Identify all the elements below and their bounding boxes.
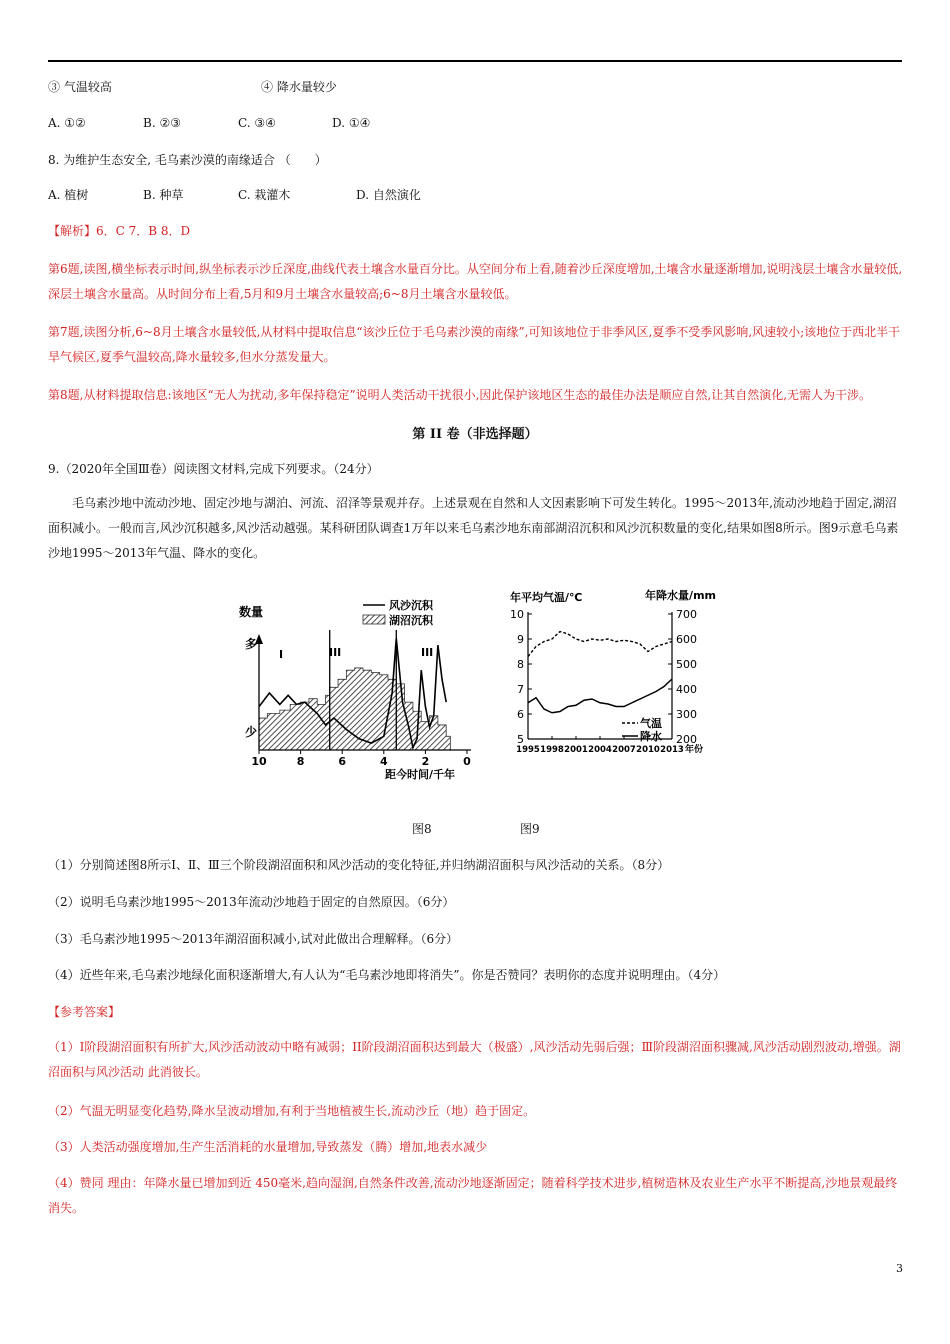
- figure-8-caption: 图8: [412, 822, 432, 836]
- left-tick-label: 10: [510, 608, 524, 621]
- q7-option-a: A. ①②: [48, 116, 86, 130]
- temperature-line: [528, 632, 672, 657]
- legend-wind-label: 风沙沉积: [389, 599, 433, 612]
- analysis-q6: 第6题,读图,横坐标表示时间,纵坐标表示沙丘深度,曲线代表土壤含水量百分比。从空间分布上看,随着沙丘深度增加,土壤含水量逐渐增加,说明浅层土壤含水量较低,深层土壤含水量高。从时间分布上看,5月和9月土壤含水量较高;6~8月土壤含水量较低。: [48, 262, 903, 301]
- right-tick-label: 300: [676, 708, 697, 721]
- stage-label: III: [421, 646, 434, 659]
- analysis-q7: 第7题,读图分析,6~8月土壤含水量较低,从材料中提取信息“该沙丘位于毛乌素沙漠的南缘”,可知该地位于非季风区,夏季不受季风影响,风速较小;该地位于西北半干旱气候区,夏季气温较高,降水量较多,但水分蒸发量大。: [48, 325, 901, 364]
- x-tick-label: 6: [338, 755, 347, 768]
- y-axis-label: 数量: [239, 605, 264, 619]
- legend-lake-label: 湖沼沉积: [389, 614, 433, 627]
- q8-stem: 8. 为维护生态安全, 毛乌素沙漠的南缘适合 （ ）: [48, 153, 327, 167]
- x-tick-label: 8: [296, 755, 305, 768]
- section-title: 第 II 卷（非选择题）: [412, 427, 538, 442]
- y-marker-less: 少: [245, 725, 258, 739]
- left-axis-label: 年平均气温/℃: [510, 591, 583, 604]
- right-tick-label: 400: [676, 683, 697, 696]
- option-item-4: ④ 降水量较少: [261, 80, 337, 94]
- x-tick-label: 10: [251, 755, 267, 768]
- right-tick-label: 200: [676, 733, 697, 746]
- legend-precipitation-label: 降水: [640, 730, 662, 743]
- right-tick-label: 700: [676, 608, 697, 621]
- left-tick-label: 7: [517, 683, 524, 696]
- figure-9-caption: 图9: [520, 822, 540, 836]
- x-tick-label: 0: [463, 755, 471, 768]
- right-tick-label: 600: [676, 633, 697, 646]
- x-tick-label: 2001: [564, 745, 588, 755]
- q9-stem: 9.（2020年全国Ⅲ卷）阅读图文材料,完成下列要求。（24分）: [48, 462, 379, 476]
- answer-3: （3）人类活动强度增加,生产生活消耗的水量增加,导致蒸发（腾）增加,地表水减少: [48, 1140, 488, 1154]
- q8-option-b: B. 种草: [143, 188, 184, 202]
- x-tick-label: 1995: [516, 745, 540, 755]
- x-tick-label: 4: [379, 755, 388, 768]
- q7-option-c: C. ③④: [238, 116, 276, 130]
- x-tick-label: 2007: [612, 745, 636, 755]
- precipitation-line: [528, 679, 672, 713]
- analysis-q8: 第8题,从材料提取信息:该地区“无人为扰动,多年保持稳定”说明人类活动干扰很小,因此保护该地区生态的最佳办法是顺应自然,让其自然演化,无需人为干涉。: [48, 388, 872, 402]
- answer-4: （4）赞同 理由：年降水量已增加到近 450毫米,趋向湿润,自然条件改善,流动沙地逐渐固定；随着科学技术进步,植树造林及农业生产水平不断提高,沙地景观最终消失。: [48, 1176, 898, 1215]
- y-marker-more: 多: [245, 637, 258, 651]
- page-number: 3: [896, 1262, 903, 1275]
- legend-lake-swatch: [363, 615, 385, 624]
- figure-9-chart: [508, 588, 718, 788]
- q7-option-d: D. ①④: [332, 116, 371, 130]
- left-tick-label: 5: [517, 733, 524, 746]
- x-tick-label: 2010: [636, 745, 660, 755]
- x-tick-label: 2013: [660, 745, 684, 755]
- q9-sub4: （4）近些年来,毛乌素沙地绿化面积逐渐增大,有人认为“毛乌素沙地即将消失”。你是否赞同？表明你的态度并说明理由。（4分）: [48, 968, 726, 982]
- q9-sub1: （1）分别简述图8所示Ⅰ、Ⅱ、Ⅲ三个阶段湖沼面积和风沙活动的变化特征,并归纳湖沼面积与风沙活动的关系。（8分）: [48, 858, 670, 872]
- option-item-3: ③ 气温较高: [48, 80, 112, 94]
- answer-2: （2）气温无明显变化趋势,降水呈波动增加,有利于当地植被生长,流动沙丘（地）趋于固定。: [48, 1104, 536, 1118]
- left-tick-label: 9: [517, 633, 524, 646]
- q8-option-d: D. 自然演化: [356, 188, 421, 202]
- left-tick-label: 8: [517, 658, 524, 671]
- q8-option-c: C. 栽灌木: [238, 188, 291, 202]
- x-tick-label: 1998: [540, 745, 564, 755]
- figure-8-chart: [235, 590, 500, 790]
- x-tick-label: 2: [421, 755, 430, 768]
- x-tick-label: 2004: [588, 745, 612, 755]
- answer-1: （1）I阶段湖沼面积有所扩大,风沙活动波动中略有减弱；II阶段湖沼面积达到最大（极盛）,风沙活动先弱后强；Ⅲ阶段湖沼面积骤减,风沙活动剧烈波动,增强。湖沼面积与风沙活动 此消彼长。: [48, 1040, 901, 1079]
- answer-header: 【参考答案】: [48, 1005, 121, 1019]
- legend-temperature-label: 气温: [640, 717, 662, 730]
- right-tick-label: 500: [676, 658, 697, 671]
- stage-label: III: [329, 646, 342, 659]
- x-axis-label: 年份: [684, 745, 704, 755]
- right-axis-label: 年降水量/mm: [645, 589, 716, 602]
- q9-sub2: （2）说明毛乌素沙地1995～2013年流动沙地趋于固定的自然原因。（6分）: [48, 895, 455, 909]
- analysis-header: 【解析】6．C 7．B 8．D: [48, 224, 191, 238]
- left-tick-label: 6: [517, 708, 524, 721]
- header-rule: [48, 60, 902, 62]
- q8-option-a: A. 植树: [48, 188, 89, 202]
- q9-sub3: （3）毛乌素沙地1995～2013年湖沼面积减小,试对此做出合理解释。（6分）: [48, 932, 459, 946]
- stage-label: I: [279, 648, 284, 661]
- q9-material: 毛乌素沙地中流动沙地、固定沙地与湖泊、河流、沼泽等景观并存。上述景观在自然和人文因素影响下可发生转化。1995～2013年,流动沙地趋于固定,湖沼面积减小。一般而言,风沙沉积越多,风沙活动越强。某科研团队调查1万年以来毛乌素沙地东南部湖沼沉积和风沙沉积数量的变化,结果如图8所示。图9示意毛乌素沙地1995～2013年气温、降水的变化。: [48, 496, 899, 560]
- q7-option-b: B. ②③: [143, 116, 181, 130]
- x-axis-label: 距今时间/千年: [385, 768, 456, 781]
